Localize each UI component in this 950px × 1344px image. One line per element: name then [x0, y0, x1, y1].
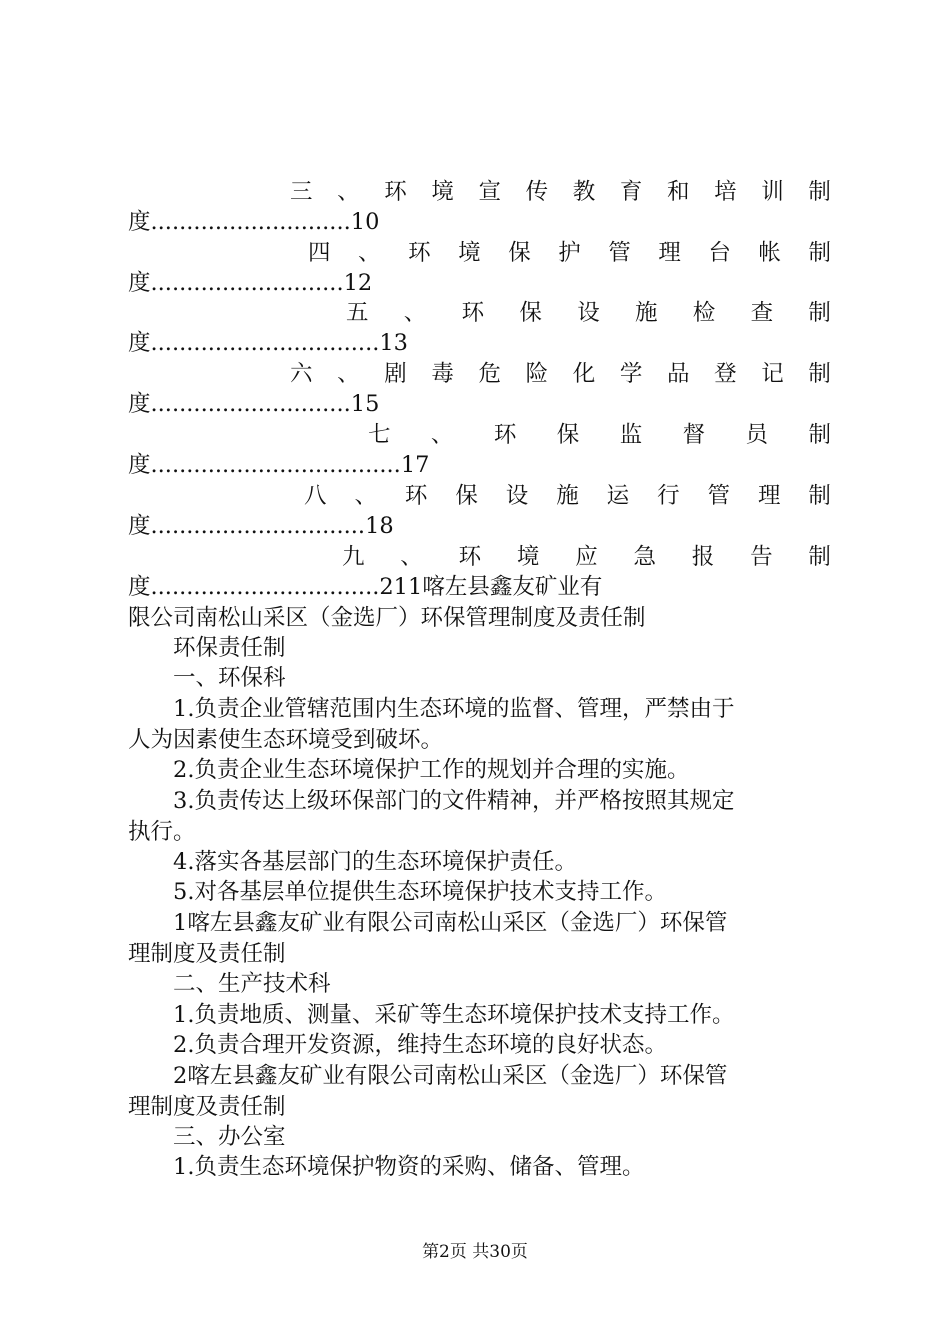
toc-title-char: 员: [745, 422, 769, 448]
toc-title-char: 制: [808, 240, 831, 266]
toc-title-char: 毒: [431, 361, 454, 387]
toc-title-char: 三: [290, 179, 313, 205]
toc-title-char: 化: [572, 361, 596, 387]
toc-title-char: 监: [619, 422, 643, 448]
body-line: 1.负责企业管辖范围内生态环境的监督、管理，严禁由于: [128, 696, 735, 722]
toc-title-char: 传: [525, 179, 549, 205]
toc-title-char: 八: [304, 483, 327, 509]
toc-title-char: 环: [458, 544, 482, 570]
toc-title-char: 六: [290, 361, 313, 387]
body-line: 三、办公室: [128, 1124, 286, 1150]
toc-title-char: 制: [808, 361, 831, 387]
toc-title-char: 设: [577, 300, 600, 326]
toc-title-char: 登: [714, 361, 737, 387]
body-line: 2.负责合理开发资源，维持生态环境的良好状态。: [128, 1032, 667, 1058]
toc-title-char: 帐: [758, 240, 781, 266]
toc-tail-7: 度................................211喀左县鑫友矿业有: [128, 574, 603, 600]
toc-tail-1: 度............................10: [128, 209, 380, 235]
toc-title-char: 境: [431, 179, 454, 205]
toc-title-char: 训: [761, 179, 784, 205]
body-line: 理制度及责任制: [128, 1094, 286, 1120]
toc-title-2: [128, 238, 831, 268]
toc-title-char: 学: [619, 361, 643, 387]
toc-title-char: 制: [808, 179, 831, 205]
toc-title-char: 报: [691, 544, 715, 570]
toc-title-char: 管: [707, 483, 731, 509]
toc-title-char: 制: [808, 544, 831, 570]
toc-title-char: 保: [455, 483, 478, 509]
body-line: 1.负责地质、测量、采矿等生态环境保护技术支持工作。: [128, 1002, 735, 1028]
toc-title-char: 制: [808, 422, 831, 448]
toc-title-char: 境: [516, 544, 540, 570]
toc-title-char: 七: [368, 422, 391, 448]
body-line: 1喀左县鑫友矿业有限公司南松山采区（金选厂）环保管: [128, 910, 728, 936]
toc-title-char: 制: [808, 483, 831, 509]
toc-title-char: 四: [308, 240, 331, 266]
toc-title-char: 管: [608, 240, 631, 266]
body-line: 2.负责企业生态环境保护工作的规划并合理的实施。: [128, 757, 690, 783]
toc-title-char: 教: [572, 179, 596, 205]
body-line: 执行。: [128, 819, 196, 845]
toc-title-char: 制: [808, 300, 831, 326]
toc-title-char: 督: [682, 422, 706, 448]
toc-title-char: 护: [558, 240, 581, 266]
toc-title-char: 理: [757, 483, 781, 509]
toc-title-char: 和: [667, 179, 690, 205]
toc-title-char: 环: [461, 300, 485, 326]
toc-title-char: 保: [519, 300, 542, 326]
toc-title-char: 台: [708, 240, 731, 266]
toc-title-char: 宣: [478, 179, 502, 205]
toc-title-char: 九: [342, 544, 365, 570]
toc-title-char: 育: [619, 179, 643, 205]
toc-title-char: 施: [634, 300, 658, 326]
toc-title-7: [128, 542, 831, 572]
toc-title-5: [128, 420, 831, 450]
toc-title-char: 品: [667, 361, 690, 387]
toc-title-char: 运: [606, 483, 630, 509]
toc-title-char: 培: [714, 179, 737, 205]
toc-title-char: 、: [337, 361, 360, 387]
toc-title-char: 、: [400, 544, 423, 570]
toc-title-char: 保: [508, 240, 531, 266]
toc-title-char: 施: [556, 483, 579, 509]
toc-title-char: 危: [478, 361, 502, 387]
toc-title-char: 设: [505, 483, 529, 509]
toc-title-4: [128, 359, 831, 389]
body-line: 人为因素使生态环境受到破坏。: [128, 727, 444, 753]
toc-title-6: [128, 481, 831, 511]
toc-title-1: [128, 177, 831, 207]
toc-tail-5: 度...................................17: [128, 452, 430, 478]
toc-tail-2: 度...........................12: [128, 270, 373, 296]
toc-title-char: 理: [658, 240, 681, 266]
toc-tail-4: 度............................15: [128, 391, 380, 417]
toc-title-char: 剧: [384, 361, 407, 387]
toc-title-char: 五: [346, 300, 369, 326]
body-line: 理制度及责任制: [128, 941, 286, 967]
toc-title-char: 急: [633, 544, 656, 570]
body-line: 二、生产技术科: [128, 971, 331, 997]
toc-title-char: 环: [408, 240, 431, 266]
toc-tail-3: 度................................13: [128, 330, 408, 356]
body-line: 4.落实各基层部门的生态环境保护责任。: [128, 849, 577, 875]
toc-tail-6: 度..............................18: [128, 513, 394, 539]
body-line: 5.对各基层单位提供生态环境保护技术支持工作。: [128, 879, 667, 905]
body-line: 3.负责传达上级环保部门的文件精神，并严格按照其规定: [128, 788, 735, 814]
toc-title-3: [128, 298, 831, 328]
toc-title-char: 、: [354, 483, 377, 509]
toc-title-char: 环: [384, 179, 407, 205]
page-footer: 第2页 共30页: [422, 1242, 528, 1262]
toc-title-char: 检: [692, 300, 716, 326]
toc-title-char: 应: [575, 544, 598, 570]
body-line: 2喀左县鑫友矿业有限公司南松山采区（金选厂）环保管: [128, 1063, 728, 1089]
toc-title-char: 、: [430, 422, 454, 448]
toc-title-char: 行: [657, 483, 680, 509]
toc-title-char: 保: [556, 422, 580, 448]
toc-title-char: 、: [403, 300, 427, 326]
toc-title-char: 环: [404, 483, 428, 509]
toc-title-char: 环: [493, 422, 517, 448]
toc-title-char: 险: [525, 361, 549, 387]
toc-title-char: 告: [750, 544, 773, 570]
body-line: 限公司南松山采区（金选厂）环保管理制度及责任制: [128, 605, 646, 631]
body-line: 环保责任制: [128, 635, 286, 661]
body-line: 1.负责生态环境保护物资的采购、储备、管理。: [128, 1154, 645, 1180]
toc-title-char: 记: [761, 361, 784, 387]
toc-title-char: 、: [358, 240, 381, 266]
toc-title-char: 境: [458, 240, 481, 266]
toc-title-char: 、: [337, 179, 360, 205]
body-line: 一、环保科: [128, 665, 286, 691]
toc-title-char: 查: [750, 300, 774, 326]
